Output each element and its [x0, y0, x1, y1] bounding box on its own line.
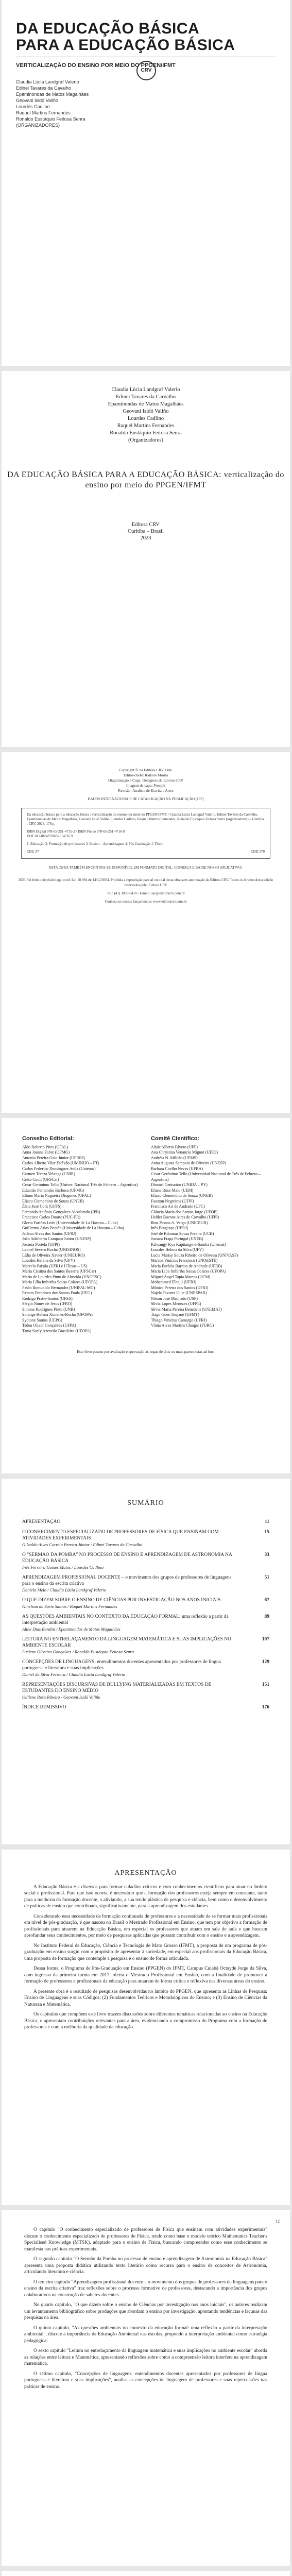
editorial-member: Sérgio Nunes de Jesus (IFRO): [22, 1301, 73, 1306]
paragraph: No Instituto Federal de Educação, Ciência e Tecnologia de Mato Grosso (IFMT), a proposta de um programa de pós-graduação em ensino surgiu com o propósito de apresentar à sociedade, em especial aos profissionais da Educação Básica, uma proposta de formação que contemple a pesquisa e o ensino de forma articulada.: [24, 1943, 267, 1961]
scientific-member: Marcos Vinicius Francisco (UNOESTE): [151, 1258, 218, 1263]
catalog-body: Da educação básica para a educação básica : verticalização do ensino por meio do PPGEN/IFMT / Claudia Lúcia Landgraf Valerio, Edinei Tavares da Carvalho, Epaminondas de Matos Magalhães, Geovani Isidó Valiño, Lourdes Cadlino, Raquel Martins Fernandes, Ronaldo Eustáquio Feitosa Senra (organizadores) – Curitiba : CRV, 2023. 178 p.: [27, 812, 264, 826]
scientific-member: Ilma Passos A. Veiga (UNICEUB): [151, 1220, 208, 1225]
toc-entry-text: [22, 1614, 238, 1632]
organizer-names: [2, 386, 290, 444]
doi-line: DOI 10.24824/978652514716.9: [27, 834, 73, 838]
editorial-member: Maria de Lourdes Pinto de Almeida (UNOESC): [22, 1274, 101, 1279]
toc-entry-page: 129: [262, 1659, 269, 1665]
scientific-member: Kilwangy Kya Kapitango-a-Samba (Unemat): [151, 1242, 226, 1247]
toc-entry-title: REPRESENTAÇÕES DISCURSIVAS DE BULLYING MATERIALIZADAS EM TEXTOS DE ESTUDANTES DO ENSINO MÉDIO: [22, 1682, 212, 1693]
cover-author: Ronaldo Eustáquio Feitosa Senra: [16, 116, 85, 122]
editorial-member: Elione Maria Nogueira Diogenes (UFAL): [22, 1193, 91, 1198]
cover-author: Claudia Lúcia Landgraf Valerio: [16, 79, 79, 84]
toc-entry-authors: Odilene Rosa Ribeiro / Geovani Isidó Valiño: [22, 1694, 100, 1700]
editorial-member: Guillermo Arias Beatón (Universidade de La Havana – Cuba): [22, 1226, 124, 1230]
toc-entry-page: 33: [264, 1552, 269, 1557]
publisher-city: Curitiba – Brasil: [128, 529, 164, 534]
paragraph: A presente obra é o resultado de pesquisas desenvolvidas no âmbito do PPGEN, que apresenta as Linhas de Pesquisa: Ensino de Linguagens e suas Códigos; (2) Fundamentos Teóricos e Metodológicos do Ensino; e (3) Ensino de Ciências da Natureza e Matemática.: [24, 1989, 267, 2007]
cover-author: Raquel Martins Fernandes: [16, 110, 71, 115]
paragraph: O segundo capítulo "O Sermão da Pomba no processo de ensino e aprendizagem de Astronomia na Educação Básica" apresenta uma proposta didática utilizando texto literário como recurso para o ensino de conceitos de Astronomia, articulando literatura e ciência.: [24, 2257, 267, 2275]
editorial-member: Aldo Roberto Pires (UFAL): [22, 1144, 68, 1149]
toc-entry-page: 89: [264, 1614, 269, 1619]
toc-entry-text: [22, 1574, 238, 1593]
paragraph: O sétimo capítulo, "Concepções de linguagens: entendimentos docentes apresentados por professores de língua portuguesa e literatura e suas implicações", analisa as concepções de linguagem de professores e suas repercussões nas práticas de ensino.: [24, 2371, 267, 2389]
scientific-member: Najela Tavares Ujiie (UNESPAR): [151, 1291, 207, 1295]
scientific-committee: [151, 1136, 269, 1334]
copyright-line: Copyright © da Editora CRV Ltda.: [118, 768, 173, 772]
editorial-member: Rodrigo Pratte-Santos (UFES): [22, 1296, 73, 1301]
catalog-title: DADOS INTERNACIONAIS DE CATALOGAÇÃO NA PUBLICAÇÃO (CIP): [88, 797, 204, 801]
editorial-member: Sydione Santos (UEPG): [22, 1317, 62, 1323]
cover-image-credit: Imagem de capa: Freepik: [126, 783, 165, 788]
publisher-year: 2023: [140, 535, 151, 541]
scientific-member: Francisco Ari de Andrade (UFC): [151, 1204, 205, 1209]
scientific-member: Helder Buenos Aires de Carvalho (UFPI): [151, 1215, 219, 1219]
editorial-member: Cesar Gerónimo Tello (Univer. Nacional Três de Febrero – Argentina): [22, 1182, 138, 1187]
paragraph: Considerando essa necessidade de formação continuada de professores e a necessidade de se formar mais profissionais em nível de pós-graduação, é que nasceu no Brasil o Mestrado Profissional em Ensino, que tem por objetivo a formação de profissionais para atuarem na Educação Básica, em especial os professores que atuam em sala de aula e que buscam aprofundar seus conhecimentos, por meio de pesquisas aplicadas que possam contribuir com o ensino e a aprendizagem.: [24, 1913, 267, 1938]
cover-author: Edinei Tavares da Cavalho: [16, 86, 71, 91]
scientific-member: Jussara Fraga Portugal (UNEB): [151, 1236, 203, 1241]
scientific-member: Cesar Gerónimo Tello (Universidad Nacional de Três de Febrero – Argentina): [151, 1172, 261, 1182]
editorial-member: Francisco Carlos Duarte (PUC-PR): [22, 1215, 81, 1219]
toc-list: [22, 1519, 269, 1710]
publisher-block: [2, 521, 290, 541]
paragraph: O capítulo "O conhecimento especializado de professores de Física que ensinam com atividades experimentais" discute o conhecimento especializado de professores de Física, tendo como base o modelo teórico Mathematics Teacher's Specialised Knowledge (MTSK), adaptado para o ensino de Física, buscando compreender como esse conhecimento se manifesta nas práticas experimentais.: [24, 2227, 267, 2252]
editorial-member: Lídia de Oliveira Xavier (UNIEURO): [22, 1252, 85, 1258]
paragraph: O terceiro capítulo "Aprendizagem profissional docente – o movimento dos grupos de professores de linguagens para o ensino da escrita criativa" traz reflexões sobre o processo formativo de professores, destacando a importância dos grupos colaborativos na construção de saberes docentes.: [24, 2279, 267, 2298]
scientific-member: Vânia Alves Martins Chaigar (FURG): [151, 1323, 214, 1328]
organizer-name: Edinei Tavares da Carvalho: [116, 394, 176, 400]
editorial-member: Eduardo Fernandes Barbosa (UFMG): [22, 1188, 84, 1193]
editorial-board-list: [22, 1145, 141, 1334]
toc-entry[interactable]: [22, 1682, 269, 1700]
toc-entry-title: APRENDIZAGEM PROFISSIONAL DOCENTE – o movimento dos grupos de professores de linguagens para o ensino da escrita criativa: [22, 1575, 232, 1586]
scientific-member: Diosnel Centurion (UNIDA – PY): [151, 1182, 208, 1187]
editorial-member: Tadeu Oliver Gonçalves (UFPA): [22, 1323, 76, 1328]
editorial-member: Maria Cristina dos Santos Bezerra (UFSCar): [22, 1269, 96, 1274]
toc-entry-page: 11: [265, 1519, 269, 1524]
editorial-member: Lourdes Helena da Silva (UFV): [22, 1258, 75, 1263]
cover-author: (ORGANIZADORES): [16, 123, 60, 128]
toc-page: [2, 1479, 290, 1844]
toc-entry-text: [22, 1659, 238, 1677]
editorial-member: Paulo Romualdo Hernandes (UNIFAL-MG): [22, 1285, 95, 1290]
scientific-member: Elizeu Clementino de Souza (UNEB): [151, 1193, 213, 1198]
toc-entry-text: [22, 1682, 238, 1700]
scientific-member: Fauston Negreiros (UFPI): [151, 1198, 194, 1204]
presentation-page-3: [2, 2571, 290, 2576]
cover-author: Epaminondas de Matos Magalhães: [16, 92, 89, 97]
scientific-member: Lourdes Helena da Silva (UFV): [151, 1247, 204, 1252]
toc-entry-authors: Ginelson da Sorte Santos / Raquel Martins Fernandes: [22, 1604, 117, 1609]
cover-authors: [16, 79, 276, 128]
cdu-code: CDU 37: [27, 850, 39, 854]
editorial-member: Élsio José Corá (UFFS): [22, 1204, 62, 1209]
publisher-logo-icon: CRV: [136, 61, 156, 80]
paragraph: Dessa forma, o Programa de Pós-Graduação em Ensino (PPGEN) do IFMT, Campus Cuiabá Octayde Jorge da Silva, com ingresso da primeira turma em 2017, oferta o Mestrado Profissional em Ensino, com a finalidade de promover a formação de professores e profissionais da educação para atuarem de forma crítica e reflexiva nas diversas áreas do ensino.: [24, 1966, 267, 1984]
editorial-member: Marcelo Paixão (UFRJ e UTexas – US): [22, 1263, 88, 1268]
presentation-heading: APRESENTAÇÃO: [114, 1869, 177, 1877]
editorial-member: Carmen Tereza Velanga (UNIR): [22, 1172, 75, 1176]
editorial-member: Josania Portela (UFPI): [22, 1242, 60, 1247]
scientific-member: Míguel Ángel Tapia Mateos (UCM): [151, 1274, 211, 1279]
editorial-member: Gloria Fariñas León (Universidade de La Havana – Cuba): [22, 1220, 118, 1225]
scientific-committee-title: Comitê Científico:: [151, 1136, 200, 1142]
book-title: DA EDUCAÇÃO BÁSICA PARA A EDUCAÇÃO BÁSICA: verticalização do ensino por meio do PPGEN/IFMT: [7, 470, 284, 489]
site-line[interactable]: Conheça os nossos lançamentos: www.editoracrv.com.br: [105, 900, 187, 904]
title-page: [2, 371, 290, 747]
keywords-line: 1. Educação 2. Formação de professores 3. Ensino – Aprendizagem 4. Pós-Graduação I. Título: [27, 842, 164, 846]
page-number: 12: [276, 2219, 280, 2224]
review-credit: Revisão: Analista de Escrita e Artes: [118, 788, 174, 793]
council-page: [2, 1118, 290, 1473]
toc-entry-title: O QUE DIZEM SOBRE O ENSINO DE CIÊNCIAS POR INVESTIGAÇÃO NOS ANOS INICIAIS: [22, 1598, 221, 1603]
toc-entry-authors: Gilvaldo Alves Correia Pereira Júnior / Edinei Tavares da Carvalho: [22, 1542, 143, 1547]
toc-entry-title: LEITURA NO ENTRELAÇAMENTO DA LINGUAGEM MATEMÁTICA E SUAS IMPLICAÇÕES NO AMBIENTE ESCOLAR: [22, 1637, 231, 1648]
organizer-name: Raquel Martins Fernandes: [117, 423, 175, 429]
organizer-name: Geovani Isidó Valiño: [123, 409, 169, 414]
editorial-member: João Adalberto Campato Junior (UNESP): [22, 1236, 91, 1241]
scientific-member: Tiago Goes Toujane (UFMT): [151, 1312, 199, 1317]
scientific-member: Eliane Rose Maio (UEM): [151, 1188, 194, 1193]
toc-entry-page: 176: [262, 1705, 269, 1710]
toc-entry[interactable]: [22, 1574, 269, 1593]
scientific-member: Mônica Pereira dos Santos (UFRJ): [151, 1285, 209, 1290]
scientific-member: Gláucia Maria dos Santos Jorge (UFOP): [151, 1209, 218, 1214]
toc-entry-text: [22, 1519, 238, 1525]
toc-entry-page: 15: [264, 1530, 269, 1535]
scientific-member: Ana Chrystina Venancio Mignot (UERJ): [151, 1150, 218, 1155]
scientific-member: Thiago Vinicius Camargo (UFRJ): [151, 1317, 207, 1323]
isbn-line: ISBN Digital 978-65-251-4715-2 / ISBN Físico 978-65-251-4716-9: [27, 829, 125, 834]
organizer-name: (Organizadores): [128, 437, 164, 443]
toc-entry-title: CONCEPÇÕES DE LINGUAGENS: entendimentos docentes apresentados por professores de língua portuguesa e literatura e suas implicações: [22, 1659, 221, 1671]
toc-entry[interactable]: [22, 1614, 269, 1632]
paragraph: O quinto capítulo, "As questões ambientais no contexto da educação formal: uma reflexão a partir da interpretação ambiental", discute a importância da Educação Ambiental nas escolas, propondo a interpretação ambiental como estratégia pedagógica.: [24, 2325, 267, 2344]
editorial-member: Elizeu Clementino de Souza (UNEB): [22, 1198, 84, 1204]
digital-notice: ESTA OBRA TAMBÉM ENCONTRA-SE DISPONÍVEL EM FORMATO DIGITAL. CONHEÇA E BAIXE NOSSO APLICATIVO!: [49, 866, 243, 870]
toc-entry-authors: Inês Ferreira Gomes Matos / Lourdes Cadlino: [22, 1565, 104, 1570]
cover-title-line1: DA EDUCAÇÃO BÁSICA: [16, 20, 200, 37]
toc-entry-text: [22, 1636, 238, 1655]
layout-credit: Diagramação e Capa: Designers da Editora CRV: [108, 778, 183, 783]
toc-entry-text: [22, 1529, 238, 1548]
toc-entry-authors: Aline Dias Bordini / Epaminondas de Matos Magalhães: [22, 1626, 121, 1632]
toc-entry-authors: Luciene Oliveira Gonçalves / Ronaldo Eustáquio Feitosa Senra: [22, 1649, 134, 1654]
paragraph: No quarto capítulo, "O que dizem sobre o ensino de Ciências por investigação nos anos iniciais", os autores realizam um levantamento bibliográfico sobre produções que abordam o ensino por investigação, apontando tendências e lacunas das pesquisas na área.: [24, 2302, 267, 2320]
toc-entry[interactable]: [22, 1704, 269, 1710]
toc-entry-authors: Daniela Melo / Claudia Lúcia Landgraf Valerio: [22, 1587, 106, 1592]
scientific-committee-list: [151, 1145, 269, 1329]
paragraph: Os capítulos que compõem este livro trazem discussões sobre diferentes temáticas relacionadas ao ensino na Educação Básica, e apresentam contribuições relevantes para a área, evidenciando o compromisso do Programa com a formação de professores e com a melhoria da qualidade da educação.: [24, 2012, 267, 2030]
copyright-page: [2, 752, 290, 1113]
toc-entry-title: O CONHECIMENTO ESPECIALIZADO DE PROFESSORES DE FÍSICA QUE ENSINAM COM ATIVIDADES EXPERIMENTAIS: [22, 1530, 219, 1541]
toc-entry-text: [22, 1552, 238, 1570]
editorial-board: [22, 1136, 141, 1334]
toc-entry[interactable]: [22, 1529, 269, 1548]
presentation-page-2: [2, 2210, 290, 2566]
cover-page: [2, 0, 290, 366]
editorial-member: Anna Joanna Fabre (UFMG): [22, 1150, 70, 1155]
editorial-member: Fernando Antônio Gonçalves Alcoforado (IPB): [22, 1209, 100, 1214]
cover-title-line2: PARA A EDUCAÇÃO BÁSICA: [16, 37, 235, 54]
editorial-member: Carlos Alberto Vilar Estêvão (UMINHO – PT): [22, 1161, 99, 1165]
editor-chief: Editor-chefe: Railson Moura: [123, 773, 168, 777]
editorial-member: Carlos Federico Dominguez Avila (Unieuro): [22, 1166, 96, 1171]
scientific-member: Andréia N. Militão (UEMS): [151, 1155, 198, 1160]
toc-entry[interactable]: [22, 1659, 269, 1677]
toc-entry[interactable]: [22, 1636, 269, 1655]
presentation-page: [2, 1850, 290, 2205]
toc-entry-page: 67: [264, 1598, 269, 1603]
editorial-member: Celso Conti (UFSCar): [22, 1177, 59, 1182]
organizer-name: Lourdes Cadlino: [127, 416, 164, 421]
toc-entry[interactable]: [22, 1597, 269, 1609]
toc-entry[interactable]: [22, 1519, 269, 1525]
editorial-member: Leonel Severo Rocha (UNISINOS): [22, 1247, 81, 1252]
editorial-board-title: Conselho Editorial:: [22, 1136, 74, 1142]
editorial-member: Tania Suely Azevedo Brasileiro (UFOPA): [22, 1328, 92, 1333]
scientific-member: Silvia Lopes Menezes (UFPE): [151, 1301, 201, 1306]
paragraph: A Educação Básica é a diversos para formar cidadãos críticos e com conhecimentos científicos para atuar no âmbito social e profissional. Para que isso ocorra, é necessário que a formação dos professores esteja sempre em constante, tanto para a melhoria da formação docente, a aliviando, a sua tendo plástica de pesquisa e ciência, bem como o desenvolvimento de práticas de ensino que contribuam, significativamente, para a aprendizagem dos estudantes.: [24, 1884, 267, 1909]
toc-entry[interactable]: [22, 1552, 269, 1570]
organizer-name: Ronaldo Eustáquio Feitosa Senra: [110, 430, 182, 436]
toc-entry-title: ÍNDICE REMISSIVO: [22, 1705, 66, 1710]
contact-line: Tel.: (41) 3039-6418 - E-mail: sac@editoracrv.com.br: [107, 891, 185, 895]
organizer-name: Claudia Lúcia Landgraf Valerio: [111, 387, 180, 393]
organizer-name: Epaminondas de Matos Magalhães: [108, 401, 184, 407]
scientific-member: Altair Alberto Fávero (UPF): [151, 1144, 198, 1149]
cover-author: Geovani Isidó Valiño: [16, 98, 58, 103]
scientific-member: Mohammed Elhajji (UFRJ): [151, 1280, 196, 1284]
scientific-member: Nilson José Machado (USP): [151, 1296, 198, 1301]
toc-entry-page: 51: [264, 1575, 269, 1580]
cdd-code: CDD 370: [250, 850, 265, 854]
toc-entry-text: [22, 1704, 238, 1710]
peer-review-note: Este livro passou por avaliação e aprovação às cegas de dois ou mais pareceristas ad hoc.: [77, 1349, 215, 1354]
catalog-card: [21, 808, 270, 859]
scientific-member: Lucia Marisy Souza Ribeiro de Oliveira (UNIVASF): [151, 1252, 238, 1258]
editorial-member: Jailson Alves dos Santos (UFRJ): [22, 1231, 76, 1236]
publisher-name: Editora CRV: [131, 522, 160, 528]
scientific-member: Inês Bragança (UERJ): [151, 1226, 188, 1230]
editorial-member: Solange Helena Ximenes-Rocha (UFOPA): [22, 1312, 93, 1317]
editorial-member: Simone Rodrigues Pinto (UNB): [22, 1307, 75, 1312]
scientific-member: Anna Augusta Sampaio de Oliveira (UNESP): [151, 1161, 226, 1165]
cover-subtitle: VERTICALIZAÇÃO DO ENSINO POR MEIO DO PPGEN/IFMT: [16, 62, 176, 69]
toc-entry-title: AS QUESTÕES AMBIENTAIS NO CONTEXTO DA EDUCAÇÃO FORMAL: uma reflexão a partir da interpretação ambiental: [22, 1614, 229, 1625]
scientific-member: Maria Eurácia Barreto de Andrade (UFRB): [151, 1263, 222, 1268]
editorial-member: Antonio Pereira Gaio Júnior (UFRRJ): [22, 1155, 85, 1160]
toc-entry-page: 151: [262, 1682, 269, 1687]
scientific-member: José de Ribamar Sousa Pereira (UCB): [151, 1231, 214, 1236]
rights-notice: 2023 Foi feito o depósito legal conf. Lei 10.994 de 14/12/2004. Proibida a reprodução parcial ou total desta obra sem autorização da Editora CRV. Todos os direitos desta edição reservados pela: Editora CRV: [18, 878, 273, 887]
toc-entry-authors: Daniel da Silva Ferreira / Claudia Lúcia Landgraf Valerio: [22, 1672, 125, 1677]
cover-author: Lourdes Cadlino: [16, 104, 50, 109]
toc-entry-text: [22, 1597, 238, 1609]
scientific-member: Barbara Coelho Neves (UFBA): [151, 1166, 203, 1171]
toc-entry-title: O "SERMÃO DA POMBA" NO PROCESSO DE ENSINO E APRENDIZAGEM DE ASTRONOMIA NA EDUCAÇÃO BÁSICA: [22, 1552, 232, 1564]
toc-heading: SUMÁRIO: [127, 1499, 164, 1507]
toc-entry-title: APRESENTAÇÃO: [22, 1519, 61, 1524]
editorial-member: Maria Lília Imbiriba Sousa Colares (UFOPA): [22, 1280, 98, 1284]
editorial-member: Renato Francisco dos Santos Paula (UFG): [22, 1291, 92, 1295]
scientific-member: Maria Lília Imbiriba Sousa Colares (UFOPA): [151, 1269, 227, 1274]
toc-entry-page: 107: [262, 1637, 269, 1642]
paragraph: O sexto capítulo "Leitura no entrelaçamento da linguagem matemática e suas implicações no ambiente escolar" aborda as relações entre leitura e Matemática, apresentando reflexões sobre como a compreensão leitora interfere na aprendizagem matemática.: [24, 2348, 267, 2366]
scientific-member: Sílvia Maria Pereira Benedetti (UNEMAT): [151, 1307, 222, 1312]
